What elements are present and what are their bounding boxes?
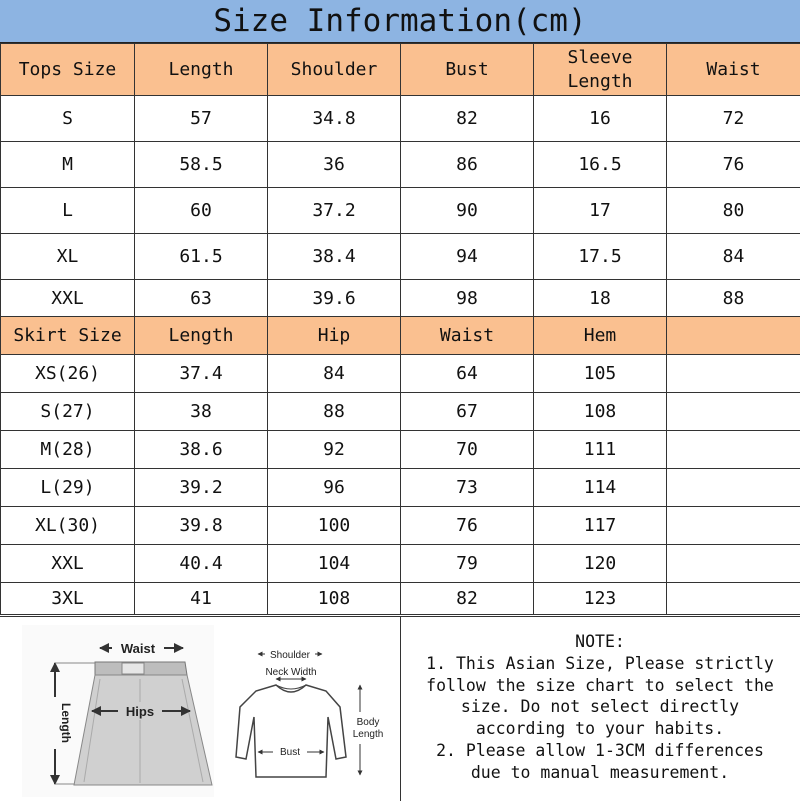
- skirt-hips-label: Hips: [126, 704, 154, 719]
- table-cell: 18: [534, 280, 667, 318]
- table-cell: 90: [401, 188, 534, 234]
- table-cell: 117: [534, 507, 667, 545]
- column-header: Length: [135, 317, 268, 355]
- top-diagram: [236, 648, 386, 777]
- table-cell: 114: [534, 469, 667, 507]
- column-header: Bust: [401, 44, 534, 96]
- note-line: due to manual measurement.: [403, 762, 797, 784]
- table-cell: 37.2: [268, 188, 401, 234]
- table-cell: [667, 393, 800, 431]
- table-cell: XL: [1, 234, 135, 280]
- table-cell: 100: [268, 507, 401, 545]
- top-bust-label: Bust: [280, 747, 300, 758]
- note-title: NOTE:: [403, 631, 797, 653]
- table-cell: [667, 431, 800, 469]
- note-line: follow the size chart to select the: [403, 675, 797, 697]
- column-header: Tops Size: [1, 44, 135, 96]
- measurement-guide-section: [0, 616, 800, 801]
- table-cell: 37.4: [135, 355, 268, 393]
- table-cell: 16.5: [534, 142, 667, 188]
- table-cell: 72: [667, 96, 800, 142]
- note-line: according to your habits.: [403, 718, 797, 740]
- table-cell: 39.8: [135, 507, 268, 545]
- table-cell: 104: [268, 545, 401, 583]
- table-cell: 58.5: [135, 142, 268, 188]
- column-header: Hip: [268, 317, 401, 355]
- table-cell: 17.5: [534, 234, 667, 280]
- table-row: [1, 188, 800, 234]
- table-cell: [667, 507, 800, 545]
- table-row: [1, 507, 800, 545]
- note-line: 2. Please allow 1-3CM differences: [403, 740, 797, 762]
- sleeve-length-header: Sleeve Length: [555, 46, 645, 94]
- column-header: Skirt Size: [1, 317, 135, 355]
- column-header: Hem: [534, 317, 667, 355]
- table-cell: 84: [667, 234, 800, 280]
- note-line: size. Do not select directly: [403, 696, 797, 718]
- table-cell: 41: [135, 583, 268, 615]
- skirt-waist-label: Waist: [121, 641, 156, 656]
- table-cell: 38.4: [268, 234, 401, 280]
- table-cell: 40.4: [135, 545, 268, 583]
- table-cell: 3XL: [1, 583, 135, 615]
- table-cell: 88: [268, 393, 401, 431]
- table-cell: 36: [268, 142, 401, 188]
- tops-size-table: [0, 43, 800, 318]
- table-cell: M(28): [1, 431, 135, 469]
- table-cell: 73: [401, 469, 534, 507]
- table-cell: XS(26): [1, 355, 135, 393]
- table-cell: 61.5: [135, 234, 268, 280]
- column-header: [534, 44, 667, 96]
- table-row: [1, 469, 800, 507]
- table-cell: 38: [135, 393, 268, 431]
- table-row: [1, 142, 800, 188]
- table-cell: S(27): [1, 393, 135, 431]
- table-cell: L(29): [1, 469, 135, 507]
- top-body-label: Body: [357, 717, 380, 728]
- table-cell: [667, 583, 800, 615]
- table-cell: 82: [401, 583, 534, 615]
- table-row: [1, 431, 800, 469]
- table-cell: 84: [268, 355, 401, 393]
- table-row: [1, 355, 800, 393]
- table-cell: S: [1, 96, 135, 142]
- top-neck-width-label: Neck Width: [265, 667, 316, 678]
- table-cell: [667, 355, 800, 393]
- table-cell: 98: [401, 280, 534, 318]
- column-header: Waist: [401, 317, 534, 355]
- table-cell: 70: [401, 431, 534, 469]
- column-header: [667, 317, 800, 355]
- table-row: [1, 583, 800, 615]
- table-cell: 76: [667, 142, 800, 188]
- top-length-label: Length: [353, 729, 384, 740]
- table-cell: L: [1, 188, 135, 234]
- table-cell: 120: [534, 545, 667, 583]
- skirt-size-table: [0, 316, 800, 615]
- table-cell: 39.6: [268, 280, 401, 318]
- table-cell: 88: [667, 280, 800, 318]
- table-cell: 86: [401, 142, 534, 188]
- table-cell: 105: [534, 355, 667, 393]
- table-cell: 108: [268, 583, 401, 615]
- table-cell: 63: [135, 280, 268, 318]
- table-cell: 96: [268, 469, 401, 507]
- skirt-diagram: [22, 625, 214, 797]
- table-cell: [667, 545, 800, 583]
- table-cell: 67: [401, 393, 534, 431]
- table-cell: 123: [534, 583, 667, 615]
- table-cell: M: [1, 142, 135, 188]
- tops-header-row: [1, 44, 800, 96]
- table-row: [1, 280, 800, 318]
- table-cell: 64: [401, 355, 534, 393]
- table-cell: 80: [667, 188, 800, 234]
- table-cell: 60: [135, 188, 268, 234]
- size-note: [403, 631, 797, 784]
- skirt-length-label: Length: [59, 703, 73, 743]
- table-cell: XXL: [1, 545, 135, 583]
- table-cell: 92: [268, 431, 401, 469]
- page-title: Size Information(cm): [0, 0, 800, 44]
- table-cell: 82: [401, 96, 534, 142]
- note-line: 1. This Asian Size, Please strictly: [403, 653, 797, 675]
- table-cell: 79: [401, 545, 534, 583]
- table-row: [1, 234, 800, 280]
- column-header: Length: [135, 44, 268, 96]
- measurement-diagram: [0, 617, 400, 801]
- top-shoulder-label: Shoulder: [270, 650, 311, 661]
- table-cell: XXL: [1, 280, 135, 318]
- table-cell: 17: [534, 188, 667, 234]
- table-cell: 111: [534, 431, 667, 469]
- table-cell: 39.2: [135, 469, 268, 507]
- skirt-header-row: [1, 317, 800, 355]
- table-cell: 34.8: [268, 96, 401, 142]
- table-cell: [667, 469, 800, 507]
- table-cell: 94: [401, 234, 534, 280]
- table-cell: 108: [534, 393, 667, 431]
- table-cell: 57: [135, 96, 268, 142]
- table-cell: 38.6: [135, 431, 268, 469]
- column-header: Waist: [667, 44, 800, 96]
- section-divider: [400, 617, 401, 801]
- table-row: [1, 393, 800, 431]
- table-cell: 16: [534, 96, 667, 142]
- table-cell: XL(30): [1, 507, 135, 545]
- table-row: [1, 96, 800, 142]
- column-header: Shoulder: [268, 44, 401, 96]
- table-cell: 76: [401, 507, 534, 545]
- table-row: [1, 545, 800, 583]
